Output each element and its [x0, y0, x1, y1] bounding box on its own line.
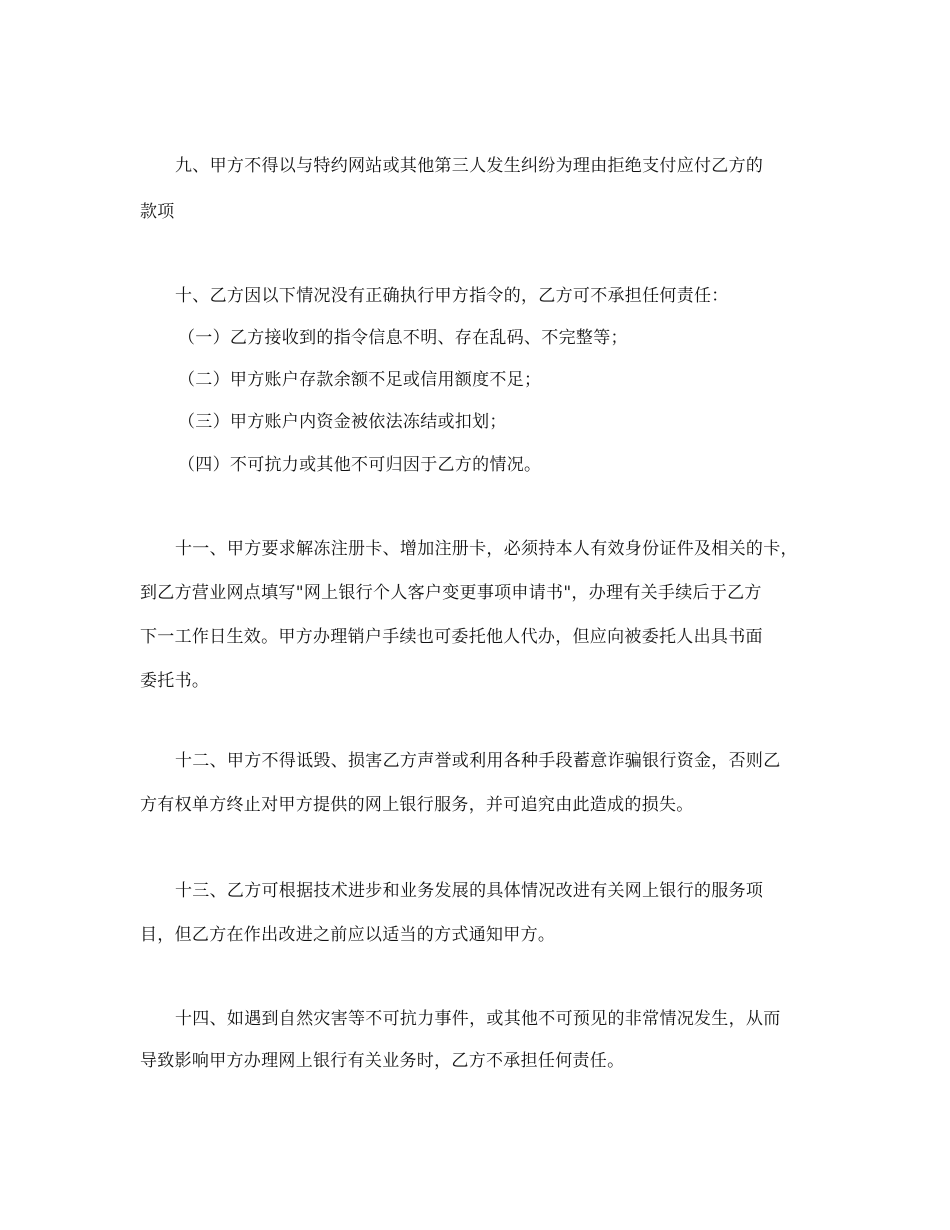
clause-10-item-4: （四）不可抗力或其他不可归因于乙方的情况。	[178, 455, 542, 475]
clause-10-item-2: （二）甲方账户存款余额不足或信用额度不足；	[178, 370, 542, 390]
clause-10-item-1: （一）乙方接收到的指令信息不明、存在乱码、不完整等；	[178, 328, 628, 348]
clause-13-line-2: 目，但乙方在作出改进之前应以适当的方式通知甲方。	[140, 925, 556, 945]
clause-10-item-3: （三）甲方账户内资金被依法冻结或扣划；	[178, 412, 507, 432]
clause-13-line-1: 十三、乙方可根据技术进步和业务发展的具体情况改进有关网上银行的服务项	[175, 881, 764, 901]
clause-10-line-1: 十、乙方因以下情况没有正确执行甲方指令的，乙方可不承担任何责任：	[175, 286, 729, 306]
clause-14-line-2: 导致影响甲方办理网上银行有关业务时，乙方不承担任何责任。	[140, 1051, 625, 1071]
clause-11-line-3: 下一工作日生效。甲方办理销户手续也可委托他人代办，但应向被委托人出具书面	[140, 627, 763, 647]
clause-12-line-1: 十二、甲方不得诋毁、损害乙方声誉或利用各种手段蓄意诈骗银行资金，否则乙	[175, 751, 781, 771]
clause-14-line-1: 十四、如遇到自然灾害等不可抗力事件，或其他不可预见的非常情况发生，从而	[175, 1009, 781, 1029]
clause-9-line-1: 九、甲方不得以与特约网站或其他第三人发生纠纷为理由拒绝支付应付乙方的	[175, 156, 764, 176]
clause-12-line-2: 方有权单方终止对甲方提供的网上银行服务，并可追究由此造成的损失。	[140, 795, 694, 815]
clause-11-line-2: 到乙方营业网点填写"网上银行个人客户变更事项申请书"，办理有关手续后于乙方	[140, 583, 762, 603]
clause-11-line-4: 委托书。	[140, 671, 210, 691]
clause-11-line-1: 十一、甲方要求解冻注册卡、增加注册卡，必须持本人有效身份证件及相关的卡，	[175, 539, 798, 559]
clause-9-line-2: 款项	[140, 202, 175, 222]
